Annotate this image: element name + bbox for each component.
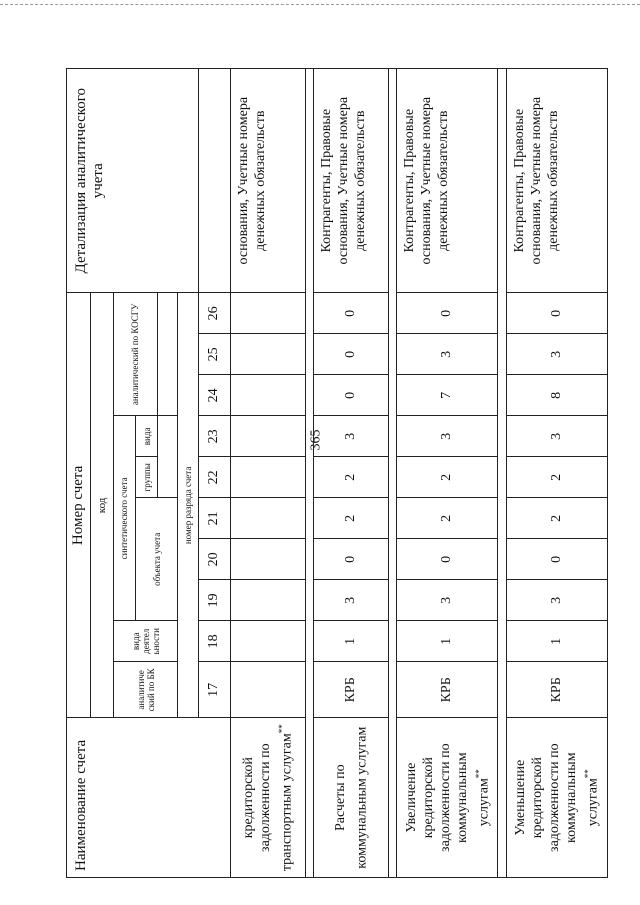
cell-18: 1 — [506, 621, 607, 662]
account-table — [66, 68, 608, 878]
cell-25: 0 — [314, 334, 389, 375]
cell-26: 0 — [314, 293, 389, 334]
digit-26: 26 — [198, 293, 230, 334]
cell-22: 2 — [506, 457, 607, 498]
row-detail: основания, Учетные номера денежных обязательств — [231, 69, 306, 293]
digit-24: 24 — [198, 375, 230, 416]
digit-17: 17 — [198, 662, 230, 718]
cell-25 — [231, 334, 306, 375]
rotated-table-area — [66, 68, 608, 878]
cell-17: КРБ — [397, 662, 498, 718]
footnote-mark: ** — [473, 769, 484, 779]
digit-21: 21 — [198, 498, 230, 539]
cell-26: 0 — [506, 293, 607, 334]
header-detail: Детализация аналитического учета — [67, 69, 199, 293]
cell-19: 3 — [506, 580, 607, 621]
digit-19: 19 — [198, 580, 230, 621]
header-kind: вида — [135, 416, 157, 457]
row-name: кредиторской задолженности по транспортным услугам** — [231, 718, 306, 878]
row-detail: Контрагенты, Правовые основания, Учетные номера денежных обязательств — [506, 69, 607, 293]
cell-24: 0 — [314, 375, 389, 416]
cell-25: 3 — [506, 334, 607, 375]
digit-25: 25 — [198, 334, 230, 375]
digit-detail-blank — [198, 69, 230, 293]
cell-20: 0 — [506, 539, 607, 580]
header-analytic-bk: аналитиче ский по БК — [113, 662, 178, 718]
header-account-number: Номер счета — [67, 293, 91, 718]
page-top-edge — [0, 4, 640, 5]
cell-22: 2 — [314, 457, 389, 498]
cell-22 — [231, 457, 306, 498]
cell-26 — [231, 293, 306, 334]
header-synthetic: синтетического счета — [113, 416, 135, 621]
cell-18 — [231, 621, 306, 662]
cell-19: 3 — [397, 580, 498, 621]
table-row — [397, 69, 498, 878]
page-number: 365 — [308, 429, 324, 451]
table-row — [506, 69, 607, 878]
table-row — [314, 69, 389, 878]
digit-23: 23 — [198, 416, 230, 457]
cell-24: 8 — [506, 375, 607, 416]
header-activity-type: вида деятел ьности — [113, 621, 178, 662]
cell-17 — [231, 662, 306, 718]
header-accounting-object: объекта учета — [135, 498, 178, 621]
cell-23 — [231, 416, 306, 457]
row-name: Уменьшение кредиторской задолженности по коммунальным услугам** — [506, 718, 607, 878]
cell-24 — [231, 375, 306, 416]
cell-26: 0 — [397, 293, 498, 334]
row-gap — [389, 69, 397, 878]
header-analytic-kosgu: аналитический по КОСГУ — [113, 293, 158, 416]
cell-23: 3 — [397, 416, 498, 457]
cell-24: 7 — [397, 375, 498, 416]
cell-17: КРБ — [506, 662, 607, 718]
cell-23: 3 — [314, 416, 389, 457]
footnote-mark: ** — [277, 724, 288, 734]
cell-20 — [231, 539, 306, 580]
header-kosgu-blank — [158, 293, 178, 416]
row-name: Увеличение кредиторской задолженности по коммунальным услугам** — [397, 718, 498, 878]
row-detail: Контрагенты, Правовые основания, Учетные номера денежных обязательств — [397, 69, 498, 293]
table-row — [231, 69, 306, 878]
cell-25: 3 — [397, 334, 498, 375]
cell-19: 3 — [314, 580, 389, 621]
cell-17: КРБ — [314, 662, 389, 718]
digit-20: 20 — [198, 539, 230, 580]
digit-18: 18 — [198, 621, 230, 662]
cell-20: 0 — [397, 539, 498, 580]
footnote-mark: ** — [582, 769, 593, 779]
cell-19 — [231, 580, 306, 621]
cell-21: 2 — [397, 498, 498, 539]
row-gap — [498, 69, 506, 878]
cell-18: 1 — [314, 621, 389, 662]
cell-20: 0 — [314, 539, 389, 580]
digit-22: 22 — [198, 457, 230, 498]
cell-22: 2 — [397, 457, 498, 498]
row-gap — [306, 69, 314, 878]
cell-21: 2 — [314, 498, 389, 539]
header-group: группы — [135, 457, 157, 498]
header-code: код — [91, 293, 113, 718]
header-group-kind-blank — [158, 416, 178, 498]
cell-18: 1 — [397, 621, 498, 662]
row-name: Расчеты по коммунальным услугам — [314, 718, 389, 878]
cell-23: 3 — [506, 416, 607, 457]
cell-21 — [231, 498, 306, 539]
cell-21: 2 — [506, 498, 607, 539]
header-digit-number: номер разряда счета — [178, 293, 198, 718]
header-account-name: Наименование счета — [67, 718, 231, 878]
row-detail: Контрагенты, Правовые основания, Учетные номера денежных обязательств — [314, 69, 389, 293]
